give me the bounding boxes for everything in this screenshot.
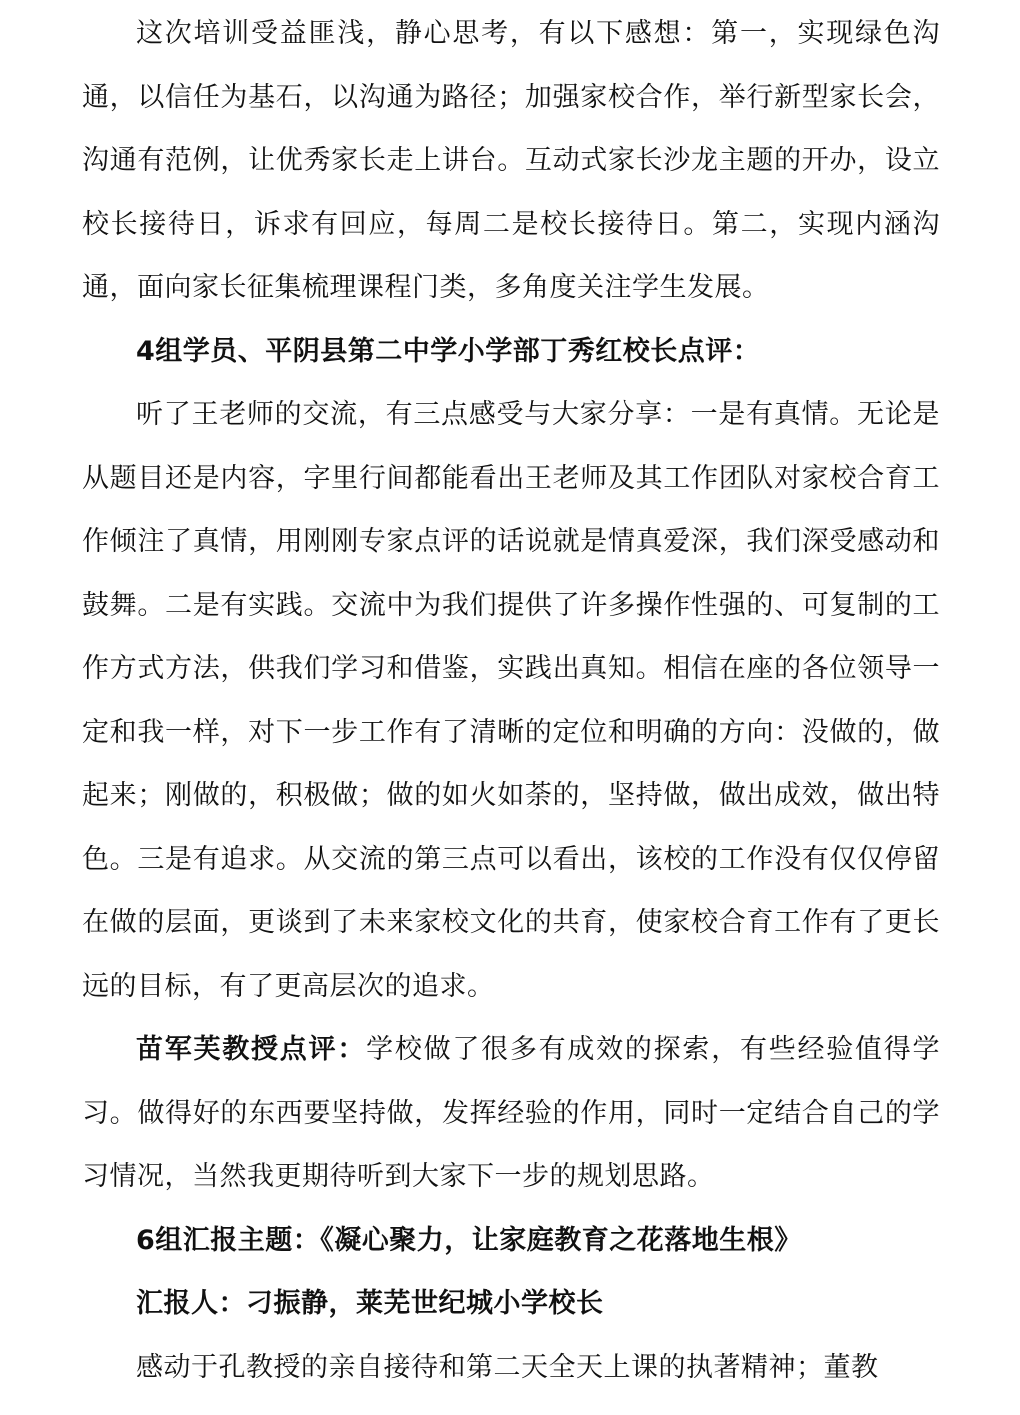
heading-group6-topic: 6组汇报主题：《凝心聚力，让家庭教育之花落地生根》 [136, 1224, 802, 1256]
heading-group4-review: 4组学员、平阴县第二中学小学部丁秀红校长点评： [136, 335, 761, 367]
document-page [82, 2, 940, 1399]
professor-review-lead: 苗军芙教授点评： [136, 1034, 367, 1065]
professor-review-body: 学校做了很多有成效的探索，有些经验值得学习。做得好的东西要坚持做，发挥经验的作用，同时一定结合自己的学习情况，当然我更期待听到大家下一步的规划思路。 [82, 1034, 941, 1192]
paragraph-gratitude: 感动于孔教授的亲自接待和第二天全天上课的执著精神；董教 [136, 1351, 879, 1383]
paragraph-three-impressions: 听了王老师的交流，有三点感受与大家分享：一是有真情。无论是从题目还是内容，字里行间都能看出王老师及其工作团队对家校合育工作倾注了真情，用刚刚专家点评的话说就是情真爱深，我们深受感动和鼓舞。二是有实践。交流中为我们提供了许多操作性强的、可复制的工作方式方法，供我们学习和借鉴，实践出真知。相信在座的各位领导一定和我一样，对下一步工作有了清晰的定位和明确的方向：没做的，做起来；刚做的，积极做；做的如火如荼的，坚持做，做出成效，做出特色。三是有追求。从交流的第三点可以看出，该校的工作没有仅仅停留在做的层面，更谈到了未来家校文化的共育，使家校合育工作有了更长远的目标，有了更高层次的追求。 [82, 399, 940, 1002]
heading-reporter: 汇报人：刁振静，莱芜世纪城小学校长 [136, 1288, 604, 1319]
paragraph-training-reflections: 这次培训受益匪浅，静心思考，有以下感想：第一，实现绿色沟通，以信任为基石，以沟通为路径；加强家校合作，举行新型家长会，沟通有范例，让优秀家长走上讲台。互动式家长沙龙主题的开办，设立校长接待日，诉求有回应，每周二是校长接待日。第二，实现内涵沟通，面向家长征集梳理课程门类，多角度关注学生发展。 [82, 18, 940, 303]
paragraph-professor-review [82, 1018, 940, 1209]
